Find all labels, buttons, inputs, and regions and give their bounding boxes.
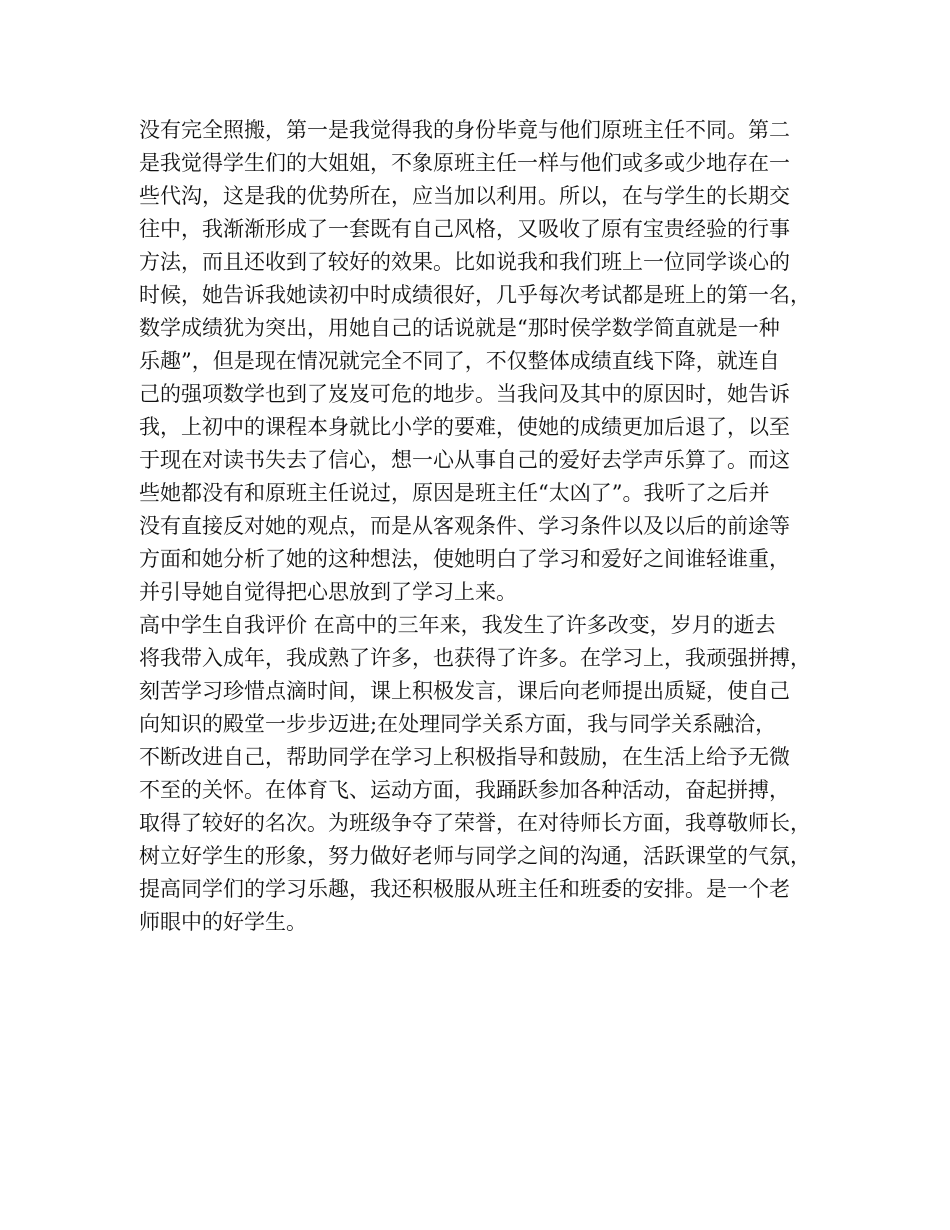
text-line: 是我觉得学生们的大姐姐，不象原班主任一样与他们或多或少地存在一	[139, 151, 790, 175]
text-line: 数学成绩犹为突出，用她自己的话说就是“那时侯学数学简直就是一种	[139, 316, 780, 340]
text-line: 没有完全照搬，第一是我觉得我的身份毕竟与他们原班主任不同。第二	[139, 118, 790, 142]
text-line: 往中，我渐渐形成了一套既有自己风格，又吸收了原有宝贵经验的行事	[139, 217, 790, 241]
text-line: 于现在对读书失去了信心，想一心从事自己的爱好去学声乐算了。而这	[139, 448, 790, 472]
text-line: 并引导她自觉得把心思放到了学习上来。	[139, 580, 517, 604]
document-body-text	[139, 114, 839, 939]
text-line: 高中学生自我评价 在高中的三年来，我发生了许多改变，岁月的逝去	[139, 613, 776, 637]
text-line: 我，上初中的课程本身就比小学的要难，使她的成绩更加后退了，以至	[139, 415, 790, 439]
text-line: 提高同学们的学习乐趣，我还积极服从班主任和班委的安排。是一个老	[139, 877, 790, 901]
text-line: 取得了较好的名次。为班级争夺了荣誉，在对待师长方面，我尊敬师长，	[139, 811, 811, 835]
text-line: 方法，而且还收到了较好的效果。比如说我和我们班上一位同学谈心的	[139, 250, 790, 274]
text-line: 向知识的殿堂一步步迈进;在处理同学关系方面，我与同学关系融洽，	[139, 712, 777, 736]
text-line: 方面和她分析了她的这种想法，使她明白了学习和爱好之间谁轻谁重，	[139, 547, 790, 571]
text-line: 师眼中的好学生。	[139, 910, 307, 934]
text-line: 些她都没有和原班主任说过，原因是班主任“太凶了”。我听了之后并	[139, 481, 770, 505]
text-line: 将我带入成年，我成熟了许多，也获得了许多。在学习上，我顽强拼搏，	[139, 646, 811, 670]
text-line: 没有直接反对她的观点，而是从客观条件、学习条件以及以后的前途等	[139, 514, 790, 538]
text-line: 不断改进自己，帮助同学在学习上积极指导和鼓励，在生活上给予无微	[139, 745, 790, 769]
text-line: 些代沟，这是我的优势所在，应当加以利用。所以，在与学生的长期交	[139, 184, 790, 208]
text-line: 树立好学生的形象，努力做好老师与同学之间的沟通，活跃课堂的气氛，	[139, 844, 811, 868]
text-line: 刻苦学习珍惜点滴时间，课上积极发言，课后向老师提出质疑，使自己	[139, 679, 790, 703]
text-line: 己的强项数学也到了岌岌可危的地步。当我问及其中的原因时，她告诉	[139, 382, 790, 406]
text-line: 乐趣”，但是现在情况就完全不同了，不仅整体成绩直线下降，就连自	[139, 349, 780, 373]
text-line: 时候，她告诉我她读初中时成绩很好，几乎每次考试都是班上的第一名，	[139, 283, 811, 307]
text-line: 不至的关怀。在体育飞、运动方面，我踊跃参加各种活动，奋起拼搏，	[139, 778, 790, 802]
